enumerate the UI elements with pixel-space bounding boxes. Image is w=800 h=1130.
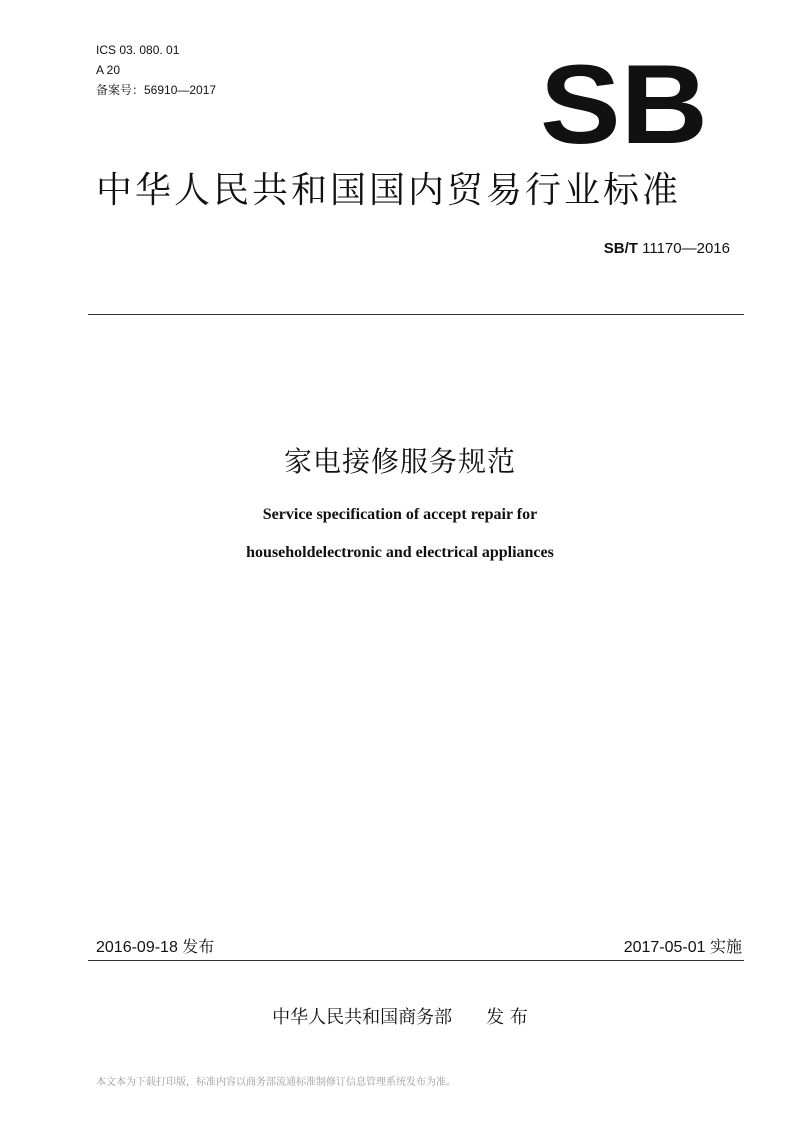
issuing-body-title: 中华人民共和国国内贸易行业标准 xyxy=(96,170,682,211)
sb-logo-text: SB xyxy=(540,52,708,152)
standard-code: SB/T xyxy=(603,240,638,257)
standard-number xyxy=(604,240,730,257)
top-divider xyxy=(88,314,744,315)
bottom-divider xyxy=(88,960,744,961)
filing-number: 备案号：56910—2017 xyxy=(96,83,217,97)
publisher-name: 中华人民共和国商务部 xyxy=(272,1007,453,1028)
document-title-en-line1: Service specification of accept repair for xyxy=(262,506,538,523)
issue-date: 2016-09-18 发布 xyxy=(96,939,215,956)
document-title-en-line2: householdelectronic and electrical appliances xyxy=(246,544,554,561)
publisher-line xyxy=(0,1003,800,1029)
classification-block xyxy=(96,40,216,100)
download-notice: 本文本为下载打印版，标准内容以商务部流通标准制修订信息管理系统发布为准。 xyxy=(96,1077,456,1088)
publisher-action: 发 布 xyxy=(486,1007,528,1028)
effective-date: 2017-05-01 实施 xyxy=(623,939,742,956)
ics-code: ICS 03. 080. 01 xyxy=(96,43,180,57)
standard-number-value: 11170—2016 xyxy=(637,240,730,257)
sb-logo xyxy=(538,52,710,152)
document-title-zh: 家电接修服务规范 xyxy=(283,445,516,478)
category-code: A 20 xyxy=(96,63,121,77)
